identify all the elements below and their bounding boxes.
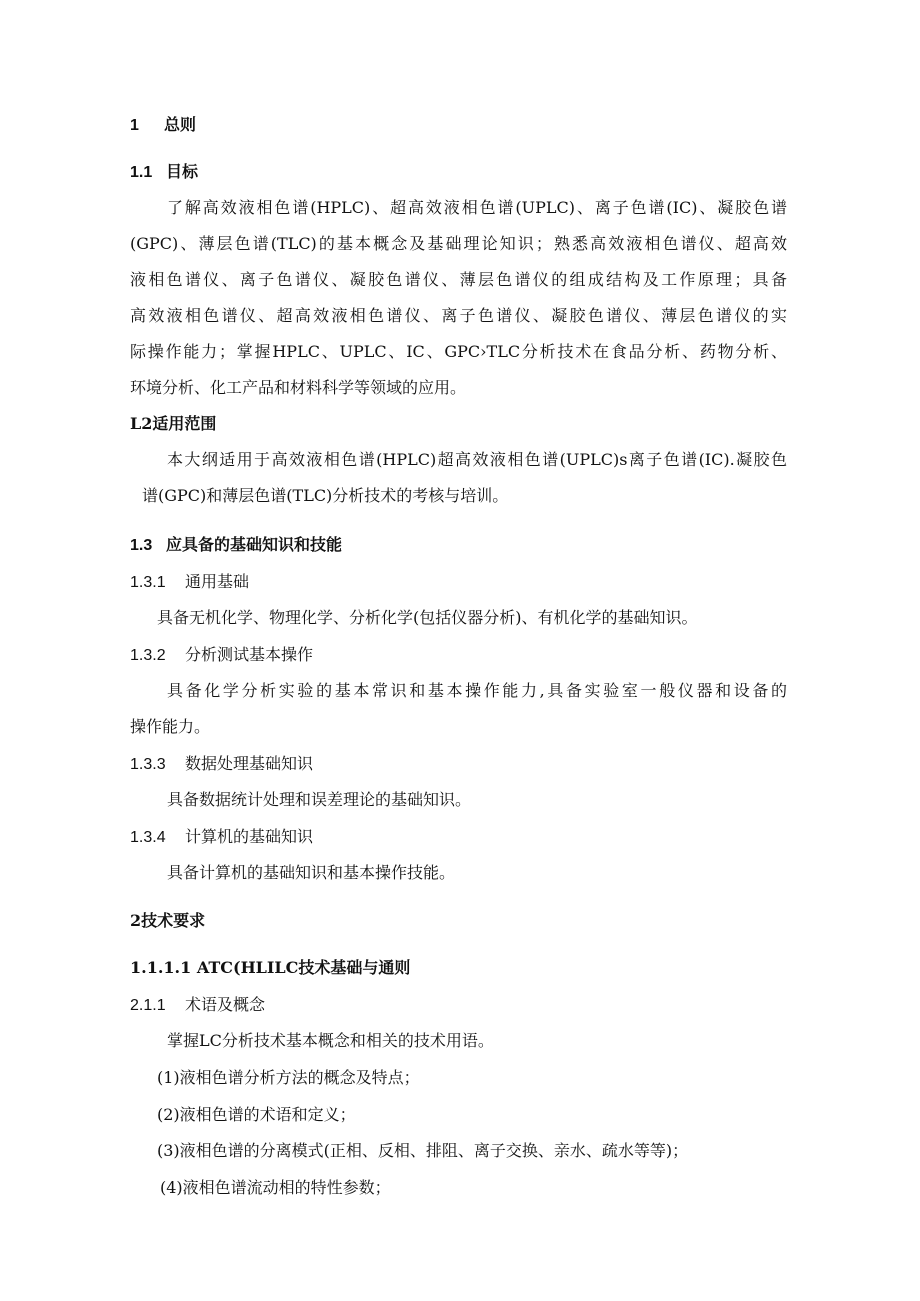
section-2-heading: 2技术要求	[130, 911, 206, 930]
list-item: (1)液相色谱分析方法的概念及特点；	[157, 1068, 420, 1087]
section-number: 1.3.4	[130, 829, 166, 846]
paragraph-line: 环境分析、化工产品和材料科学等领域的应用。	[130, 378, 467, 397]
section-title: 数据处理基础知识	[185, 754, 314, 773]
paragraph-line: 际操作能力；掌握HPLC、UPLC、IC、GPC›TLC分析技术在食品分析、药物分析、	[130, 342, 787, 361]
paragraph-line: 高效液相色谱仪、超高效液相色谱仪、离子色谱仪、凝胶色谱仪、薄层色谱仪的实	[130, 306, 787, 325]
paragraph-line: 液相色谱仪、离子色谱仪、凝胶色谱仪、薄层色谱仪的组成结构及工作原理；具备	[130, 270, 787, 289]
section-number: 1	[130, 117, 139, 134]
paragraph-line: 本大纲适用于高效液相色谱(HPLC)超高效液相色谱(UPLC)s离子色谱(IC).凝胶色	[167, 450, 787, 469]
section-number: 1.3.2	[130, 647, 166, 664]
section-1-2-heading: L2适用范围	[130, 414, 217, 433]
section-1-3-heading	[130, 535, 342, 556]
section-number: 1.3.3	[130, 756, 166, 773]
paragraph-line: 具备计算机的基础知识和基本操作技能。	[167, 863, 456, 882]
section-number: 1.1	[130, 164, 153, 181]
paragraph-line: 具备无机化学、物理化学、分析化学(包括仪器分析)、有机化学的基础知识。	[157, 608, 698, 627]
section-title: 计算机的基础知识	[185, 827, 314, 846]
section-1-1-heading	[130, 162, 198, 183]
section-title: 目标	[166, 162, 199, 181]
section-1-3-1-heading	[130, 572, 249, 593]
section-title: 应具备的基础知识和技能	[166, 535, 343, 554]
paragraph-line: 具备化学分析实验的基本常识和基本操作能力,具备实验室一般仪器和设备的	[167, 681, 787, 700]
section-1-3-2-heading	[130, 645, 313, 666]
list-item: (2)液相色谱的术语和定义；	[157, 1105, 356, 1124]
paragraph-line: 操作能力。	[130, 717, 211, 736]
section-title: 分析测试基本操作	[185, 645, 314, 664]
section-title: 通用基础	[185, 572, 250, 591]
section-number: 1.3.1	[130, 574, 166, 591]
paragraph-line: 谱(GPC)和薄层色谱(TLC)分析技术的考核与培训。	[142, 486, 509, 505]
section-number: 2.1.1	[130, 997, 166, 1014]
section-1-heading	[130, 115, 196, 136]
paragraph-line: 了解高效液相色谱(HPLC)、超高效液相色谱(UPLC)、离子色谱(IC)、凝胶色谱	[167, 198, 787, 217]
list-item: (3)液相色谱的分离模式(正相、反相、排阻、离子交换、亲水、疏水等等)；	[157, 1141, 689, 1160]
paragraph-line: 掌握LC分析技术基本概念和相关的技术用语。	[167, 1031, 494, 1050]
section-number: 1.3	[130, 537, 153, 554]
paragraph-line: 具备数据统计处理和误差理论的基础知识。	[167, 790, 472, 809]
list-item: (4)液相色谱流动相的特性参数；	[160, 1178, 391, 1197]
paragraph-line: (GPC)、薄层色谱(TLC)的基本概念及基础理论知识；熟悉高效液相色谱仪、超高效	[130, 234, 787, 253]
section-1-1-1-1-heading: 1.1.1.1 ATC(HLILC技术基础与通则	[130, 958, 411, 977]
section-title: 总则	[164, 115, 197, 134]
section-1-3-4-heading	[130, 827, 313, 848]
section-2-1-1-heading	[130, 995, 265, 1016]
section-title: 术语及概念	[185, 995, 266, 1014]
section-1-3-3-heading	[130, 754, 313, 775]
